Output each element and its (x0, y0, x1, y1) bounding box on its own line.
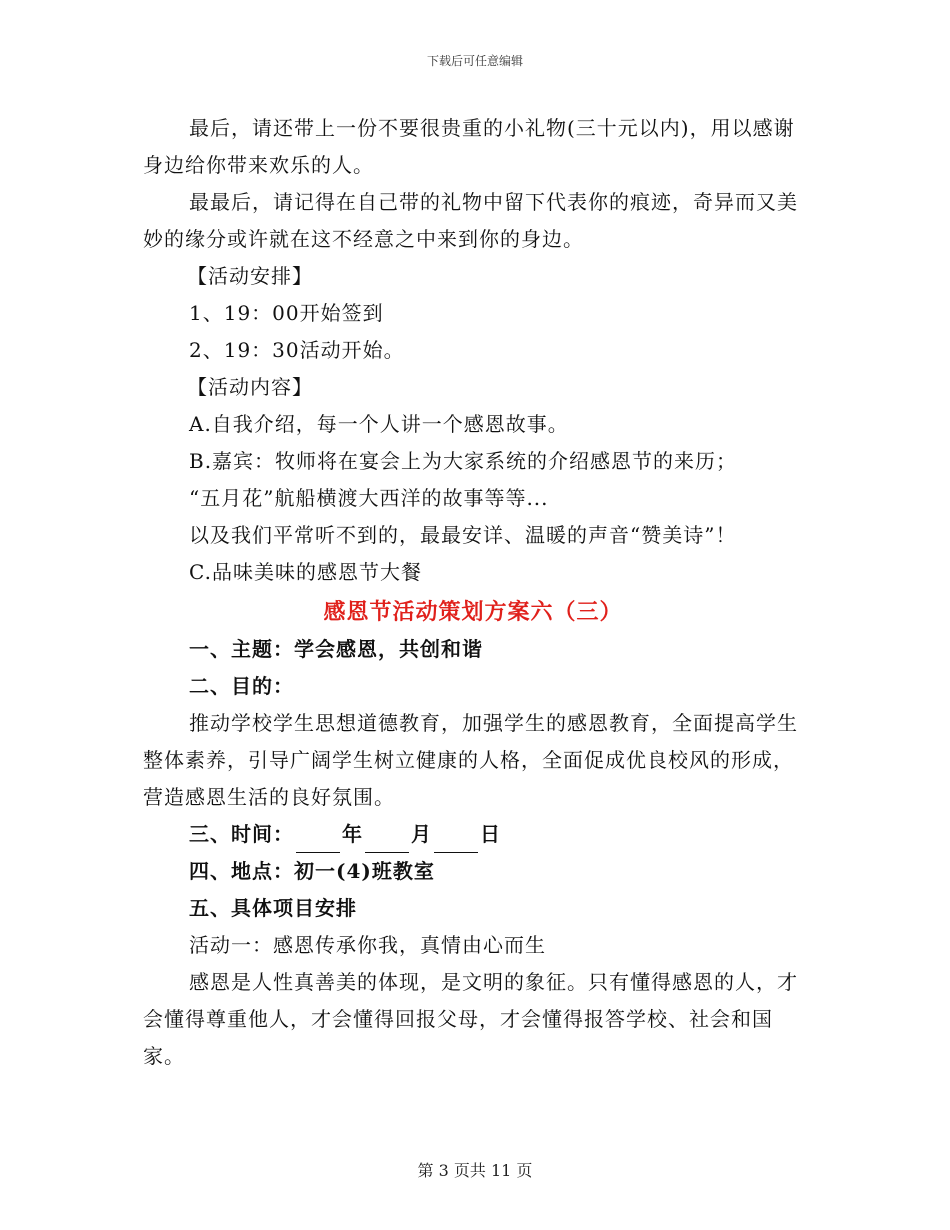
page-number: 第 3 页共 11 页 (417, 1161, 533, 1180)
theme-heading: 一、主题：学会感恩，共创和谐 (189, 637, 483, 661)
activity-one-paragraph: 感恩是人性真善美的体现，是文明的象征。只有懂得感恩的人，才会懂得尊重他人，才会懂得回报父母，才会懂得报答学校、社会和国家。 (143, 970, 798, 1068)
content-item: “五月花”航船横渡大西洋的故事等等... (189, 486, 549, 510)
year-label: 年 (342, 822, 363, 846)
page-header-note: 下载后可任意编辑 (426, 54, 523, 68)
activity-one-title: 活动一：感恩传承你我，真情由心而生 (189, 933, 546, 957)
day-label: 日 (480, 822, 501, 846)
paragraph-gift: 最后，请还带上一份不要很贵重的小礼物(三十元以内)，用以感谢身边给你带来欢乐的人。 (143, 116, 795, 177)
arrangement-heading: 五、具体项目安排 (189, 896, 357, 920)
month-label: 月 (411, 822, 432, 846)
paragraph-trace: 最最后，请记得在自己带的礼物中留下代表你的痕迹，奇异而又美妙的缘分或许就在这不经意之中来到你的身边。 (143, 190, 798, 251)
month-blank (365, 832, 409, 853)
content-heading: 【活动内容】 (187, 375, 313, 399)
content-item: A.自我介绍，每一个人讲一个感恩故事。 (189, 412, 569, 436)
location-heading: 四、地点：初一(4)班教室 (189, 859, 435, 883)
schedule-item: 2、19：30活动开始。 (189, 338, 405, 362)
content-item: B.嘉宾：牧师将在宴会上为大家系统的介绍感恩节的来历； (189, 449, 738, 473)
purpose-heading: 二、目的： (189, 674, 294, 698)
day-blank (434, 832, 478, 853)
content-item: 以及我们平常听不到的，最最安详、温暖的声音“赞美诗”！ (189, 523, 737, 547)
year-blank (296, 832, 340, 853)
time-label: 三、时间： (189, 822, 294, 846)
content-item: C.品味美味的感恩节大餐 (189, 560, 422, 584)
time-heading (143, 816, 803, 853)
schedule-item: 1、19：00开始签到 (189, 301, 384, 325)
purpose-paragraph: 推动学校学生思想道德教育，加强学生的感恩教育，全面提高学生整体素养，引导广阔学生树立健康的人格，全面促成优良校风的形成，营造感恩生活的良好氛围。 (143, 711, 798, 809)
document-body (143, 110, 803, 1075)
schedule-heading: 【活动安排】 (187, 264, 313, 288)
section-title: 感恩节活动策划方案六（三） (323, 599, 623, 625)
